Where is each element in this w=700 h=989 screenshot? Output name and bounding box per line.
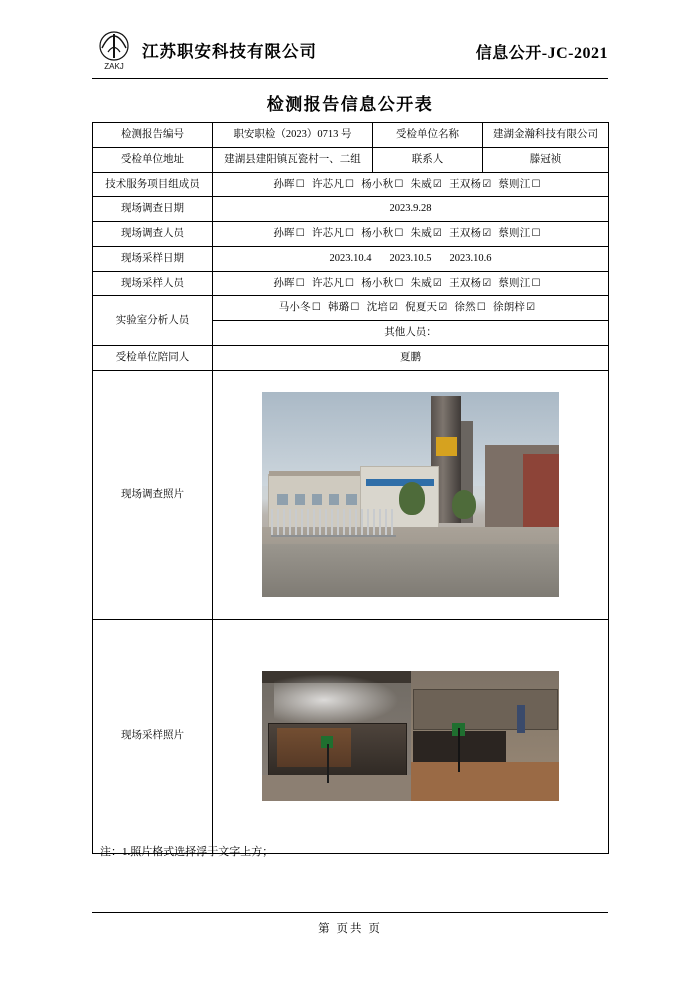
survey-photo (216, 375, 605, 615)
info-table (92, 122, 609, 854)
table-row (93, 246, 609, 271)
table-row (93, 296, 609, 321)
survey-date-label: 现场调查日期 (93, 197, 213, 222)
footnote: 注：1.照片格式选择浮于文字上方； (100, 846, 274, 858)
table-row (93, 123, 609, 148)
accompany-value: 夏鹏 (213, 345, 609, 370)
surveyors-value: 孙晖☐ 许芯凡☐ 杨小秋☐ 朱威☑ 王双杨☑ 蔡则江☐ (213, 222, 609, 247)
survey-photo-label: 现场调查照片 (93, 370, 213, 619)
lab-value: 马小冬☐ 韩璐☐ 沈培☑ 倪夏天☑ 徐然☐ 徐朗梓☑ (213, 296, 609, 321)
contact-label: 联系人 (373, 147, 483, 172)
svg-text:ZAKJ: ZAKJ (104, 62, 124, 71)
table-row (93, 172, 609, 197)
other-personnel-label: 其他人员： (213, 321, 609, 346)
samplers-value: 孙晖☐ 许芯凡☐ 杨小秋☐ 朱威☑ 王双杨☑ 蔡则江☐ (213, 271, 609, 296)
sampling-photo-label: 现场采样照片 (93, 619, 213, 853)
address-label: 受检单位地址 (93, 147, 213, 172)
footer-divider (92, 912, 608, 913)
sampling-date-label: 现场采样日期 (93, 246, 213, 271)
table-row (93, 345, 609, 370)
table-row (93, 197, 609, 222)
sampling-date-value: 2023.10.4 2023.10.5 2023.10.6 (213, 246, 609, 271)
page-title: 检测报告信息公开表 (266, 95, 434, 114)
table-row (93, 271, 609, 296)
report-no-value: 职安职检（2023）0713 号 (213, 123, 373, 148)
samplers-label: 现场采样人员 (93, 271, 213, 296)
document-code: 信息公开-JC-2021 (475, 45, 608, 62)
team-value: 孙晖☐ 许芯凡☐ 杨小秋☐ 朱威☑ 王双杨☑ 蔡则江☐ (213, 172, 609, 197)
sampling-photo (216, 624, 605, 849)
company-logo-block (92, 28, 317, 72)
accompany-label: 受检单位陪同人 (93, 345, 213, 370)
document-header (92, 28, 608, 78)
client-value: 建湖金瀚科技有限公司 (483, 123, 609, 148)
survey-date-value: 2023.9.28 (213, 197, 609, 222)
lab-label: 实验室分析人员 (93, 296, 213, 346)
report-no-label: 检测报告编号 (93, 123, 213, 148)
survey-photo-image (262, 392, 559, 597)
table-row (93, 619, 609, 853)
sampling-photo-cell (213, 619, 609, 853)
page-number: 第 页共 页 (318, 923, 382, 935)
sampling-photo-image (262, 671, 559, 801)
survey-photo-cell (213, 370, 609, 619)
header-divider (92, 78, 608, 79)
table-row (93, 370, 609, 619)
table-row (93, 222, 609, 247)
surveyors-label: 现场调查人员 (93, 222, 213, 247)
company-logo-icon (92, 28, 136, 72)
company-name: 江苏职安科技有限公司 (142, 42, 317, 61)
client-label: 受检单位名称 (373, 123, 483, 148)
contact-value: 滕冠祯 (483, 147, 609, 172)
address-value: 建湖县建阳镇瓦瓷村一、二组 (213, 147, 373, 172)
team-label: 技术服务项目组成员 (93, 172, 213, 197)
table-row (93, 147, 609, 172)
